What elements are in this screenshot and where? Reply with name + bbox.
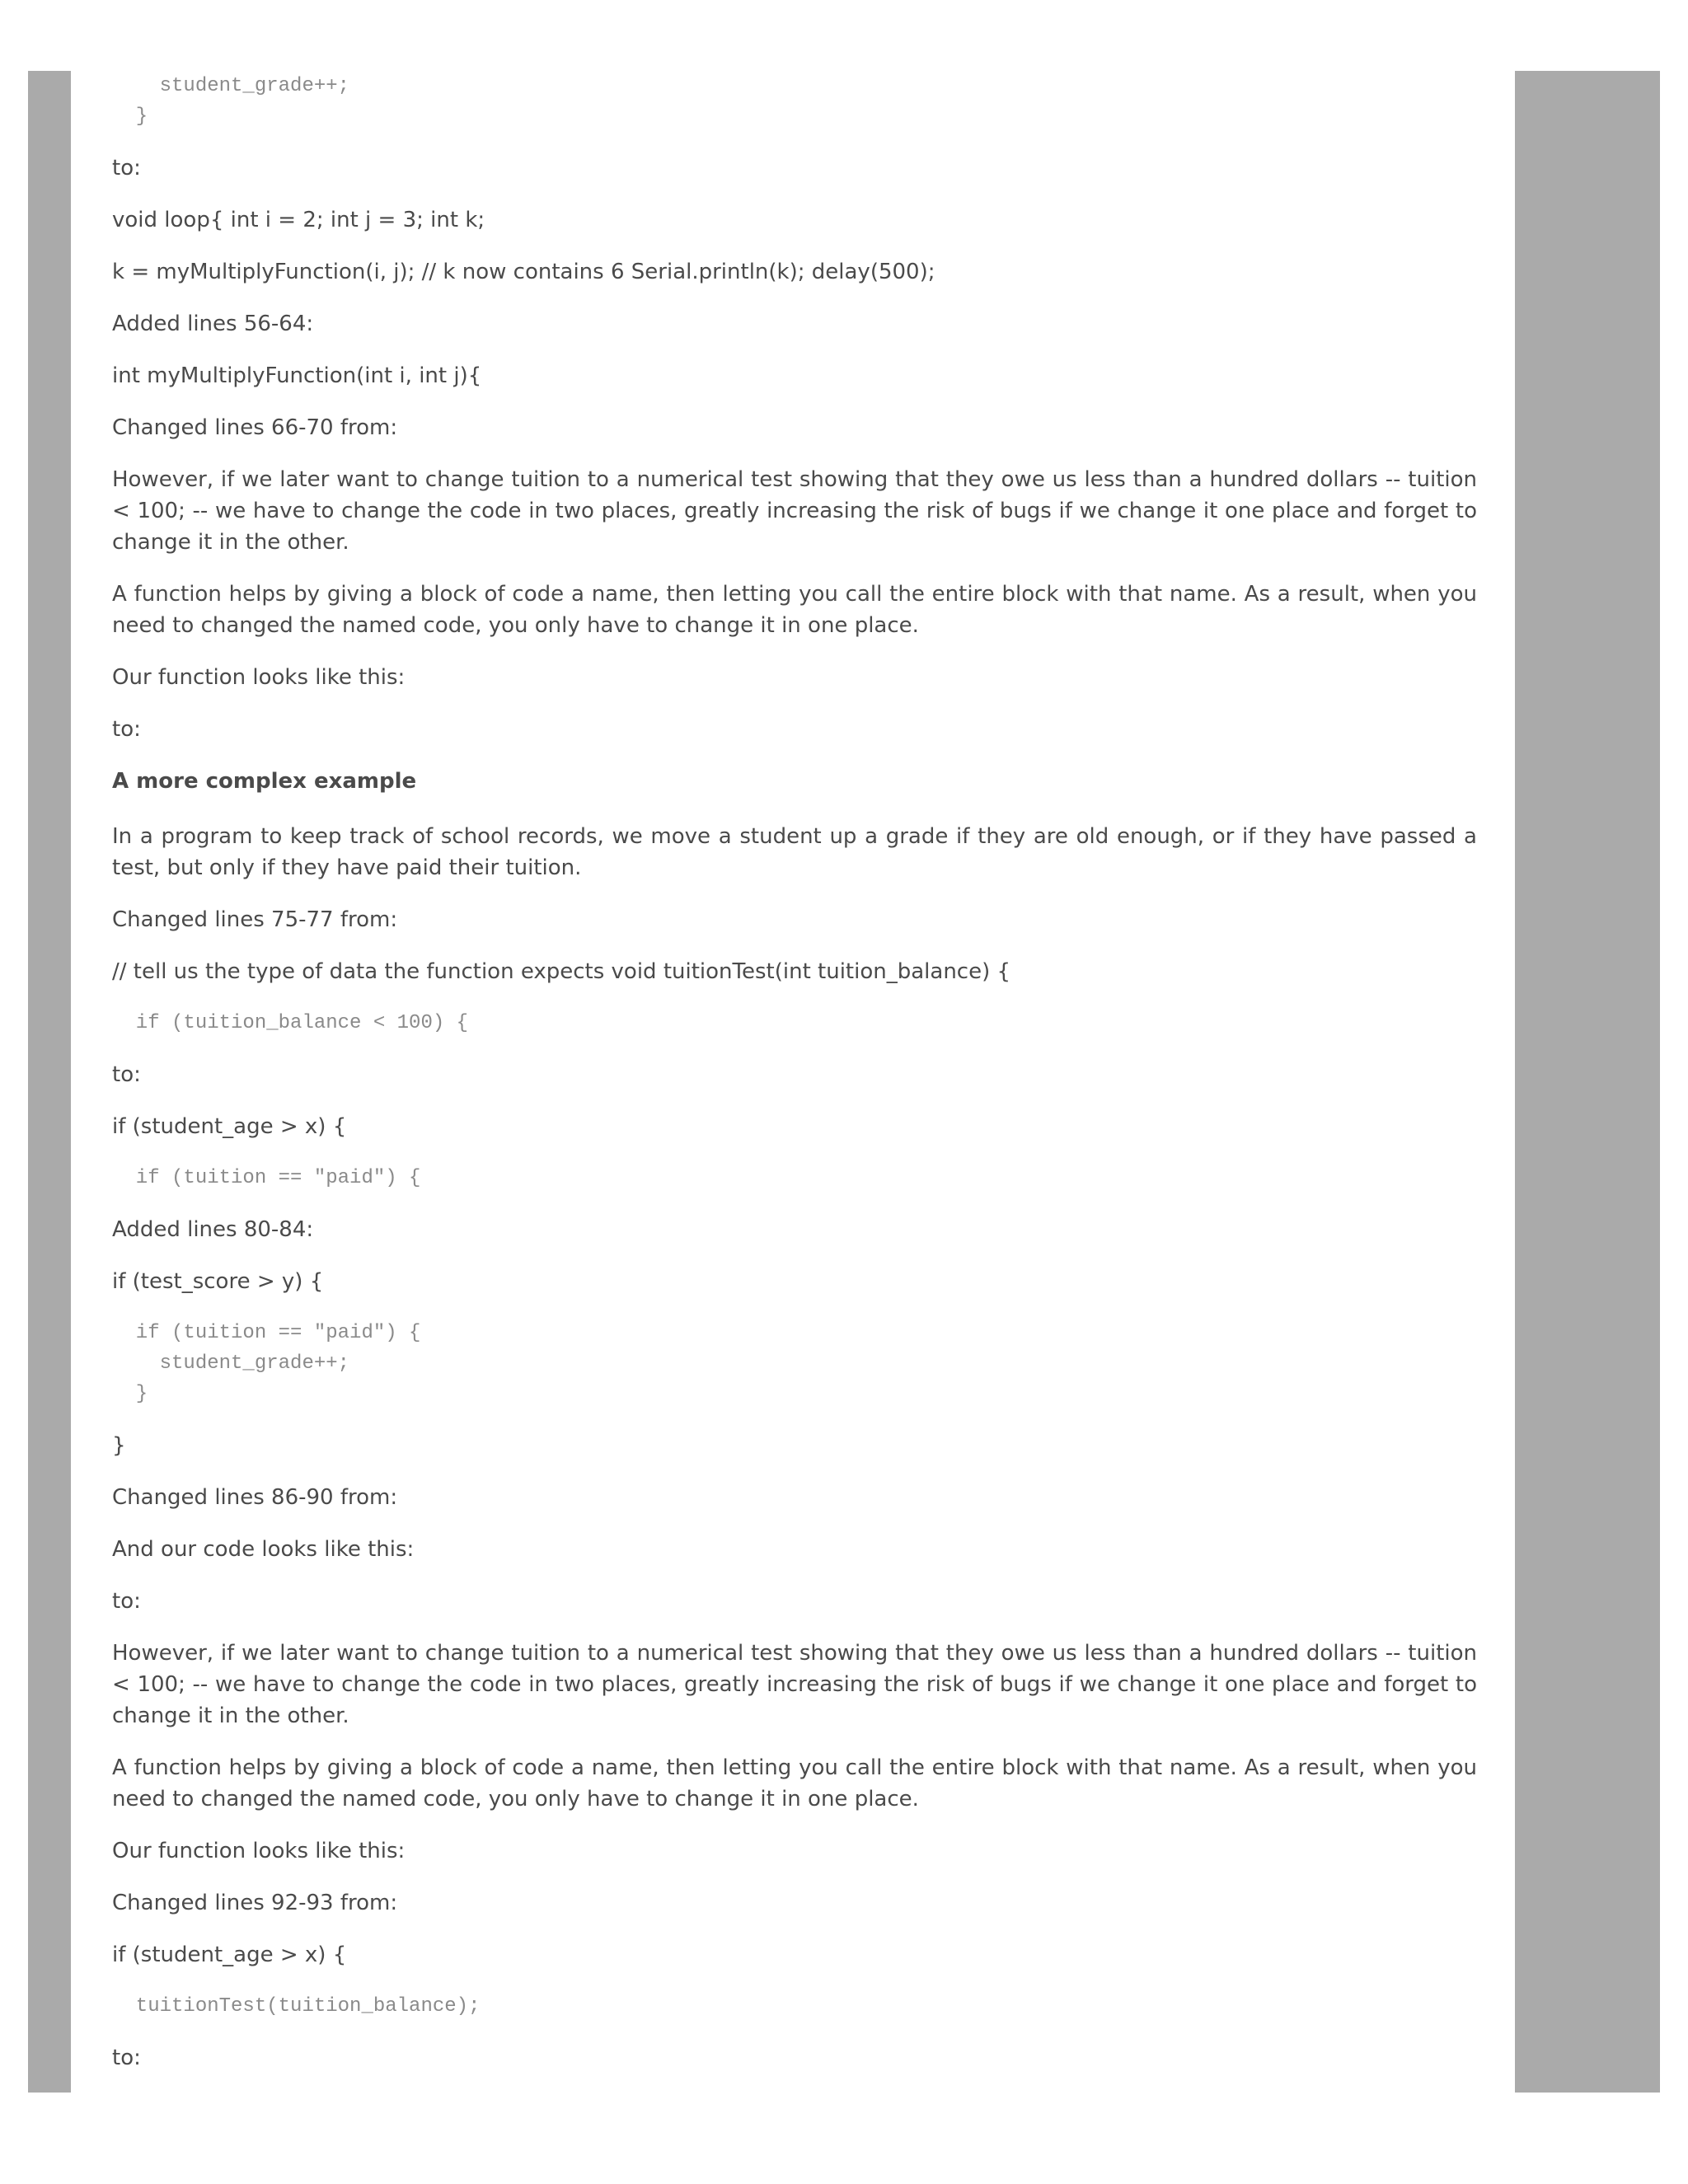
paragraph: A function helps by giving a block of code a name, then letting you call the entire block with that name. As a result, when you need to changed the named code, you only have to change it in one place.	[112, 582, 1477, 638]
paragraph: if (student_age > x) {	[112, 1943, 347, 1967]
paragraph: Changed lines 66-70 from:	[112, 415, 398, 440]
code-line: }	[112, 1383, 148, 1405]
paragraph: to:	[112, 1062, 141, 1087]
left-margin-bar	[28, 71, 71, 2093]
paragraph: to:	[112, 156, 141, 180]
code-block	[112, 71, 1477, 132]
paragraph: Added lines 56-64:	[112, 312, 314, 336]
paragraph: to:	[112, 717, 141, 742]
paragraph: to:	[112, 1589, 141, 1614]
code-line: if (tuition == "paid") {	[112, 1322, 421, 1344]
paragraph: However, if we later want to change tuition to a numerical test showing that they owe us less than a hundred dollars -- tuition < 100; -- we have to change the code in two places, greatly increasing the risk of bugs if we change it one place and forget to change it in the other.	[112, 467, 1477, 555]
code-line: }	[112, 105, 148, 128]
code-block	[112, 1318, 1477, 1409]
paragraph: However, if we later want to change tuition to a numerical test showing that they owe us less than a hundred dollars -- tuition < 100; -- we have to change the code in two places, greatly increasing the risk of bugs if we change it one place and forget to change it in the other.	[112, 1641, 1477, 1728]
code-line: tuitionTest(tuition_balance);	[112, 1995, 481, 2018]
right-margin-bar	[1515, 71, 1660, 2093]
paragraph: }	[112, 1433, 126, 1458]
paragraph: void loop{ int i = 2; int j = 3; int k;	[112, 208, 485, 232]
code-block	[112, 1991, 1477, 2022]
code-block	[112, 1008, 1477, 1038]
code-line: if (tuition_balance < 100) {	[112, 1012, 469, 1034]
paragraph: A function helps by giving a block of code a name, then letting you call the entire block with that name. As a result, when you need to changed the named code, you only have to change it in one place.	[112, 1755, 1477, 1811]
section-heading: A more complex example	[112, 769, 417, 794]
paragraph: // tell us the type of data the function expects void tuitionTest(int tuition_balance) {	[112, 959, 1011, 984]
paragraph: And our code looks like this:	[112, 1537, 415, 1562]
paragraph: k = myMultiplyFunction(i, j); // k now contains 6 Serial.println(k); delay(500);	[112, 260, 935, 284]
paragraph: Changed lines 92-93 from:	[112, 1891, 398, 1915]
paragraph: Changed lines 86-90 from:	[112, 1485, 398, 1510]
document-body	[112, 71, 1477, 2094]
paragraph: if (student_age > x) {	[112, 1114, 347, 1139]
paragraph: Our function looks like this:	[112, 665, 406, 690]
code-line: student_grade++;	[112, 1352, 350, 1375]
paragraph: Added lines 80-84:	[112, 1217, 314, 1242]
paragraph: int myMultiplyFunction(int i, int j){	[112, 363, 482, 388]
paragraph: Our function looks like this:	[112, 1839, 406, 1863]
code-block	[112, 1163, 1477, 1193]
code-line: if (tuition == "paid") {	[112, 1167, 421, 1189]
paragraph: In a program to keep track of school records, we move a student up a grade if they are old enough, or if they have passed a test, but only if they have paid their tuition.	[112, 824, 1477, 880]
paragraph: to:	[112, 2046, 141, 2070]
code-line: student_grade++;	[112, 75, 350, 97]
paragraph: Changed lines 75-77 from:	[112, 907, 398, 932]
paragraph: if (test_score > y) {	[112, 1269, 324, 1294]
